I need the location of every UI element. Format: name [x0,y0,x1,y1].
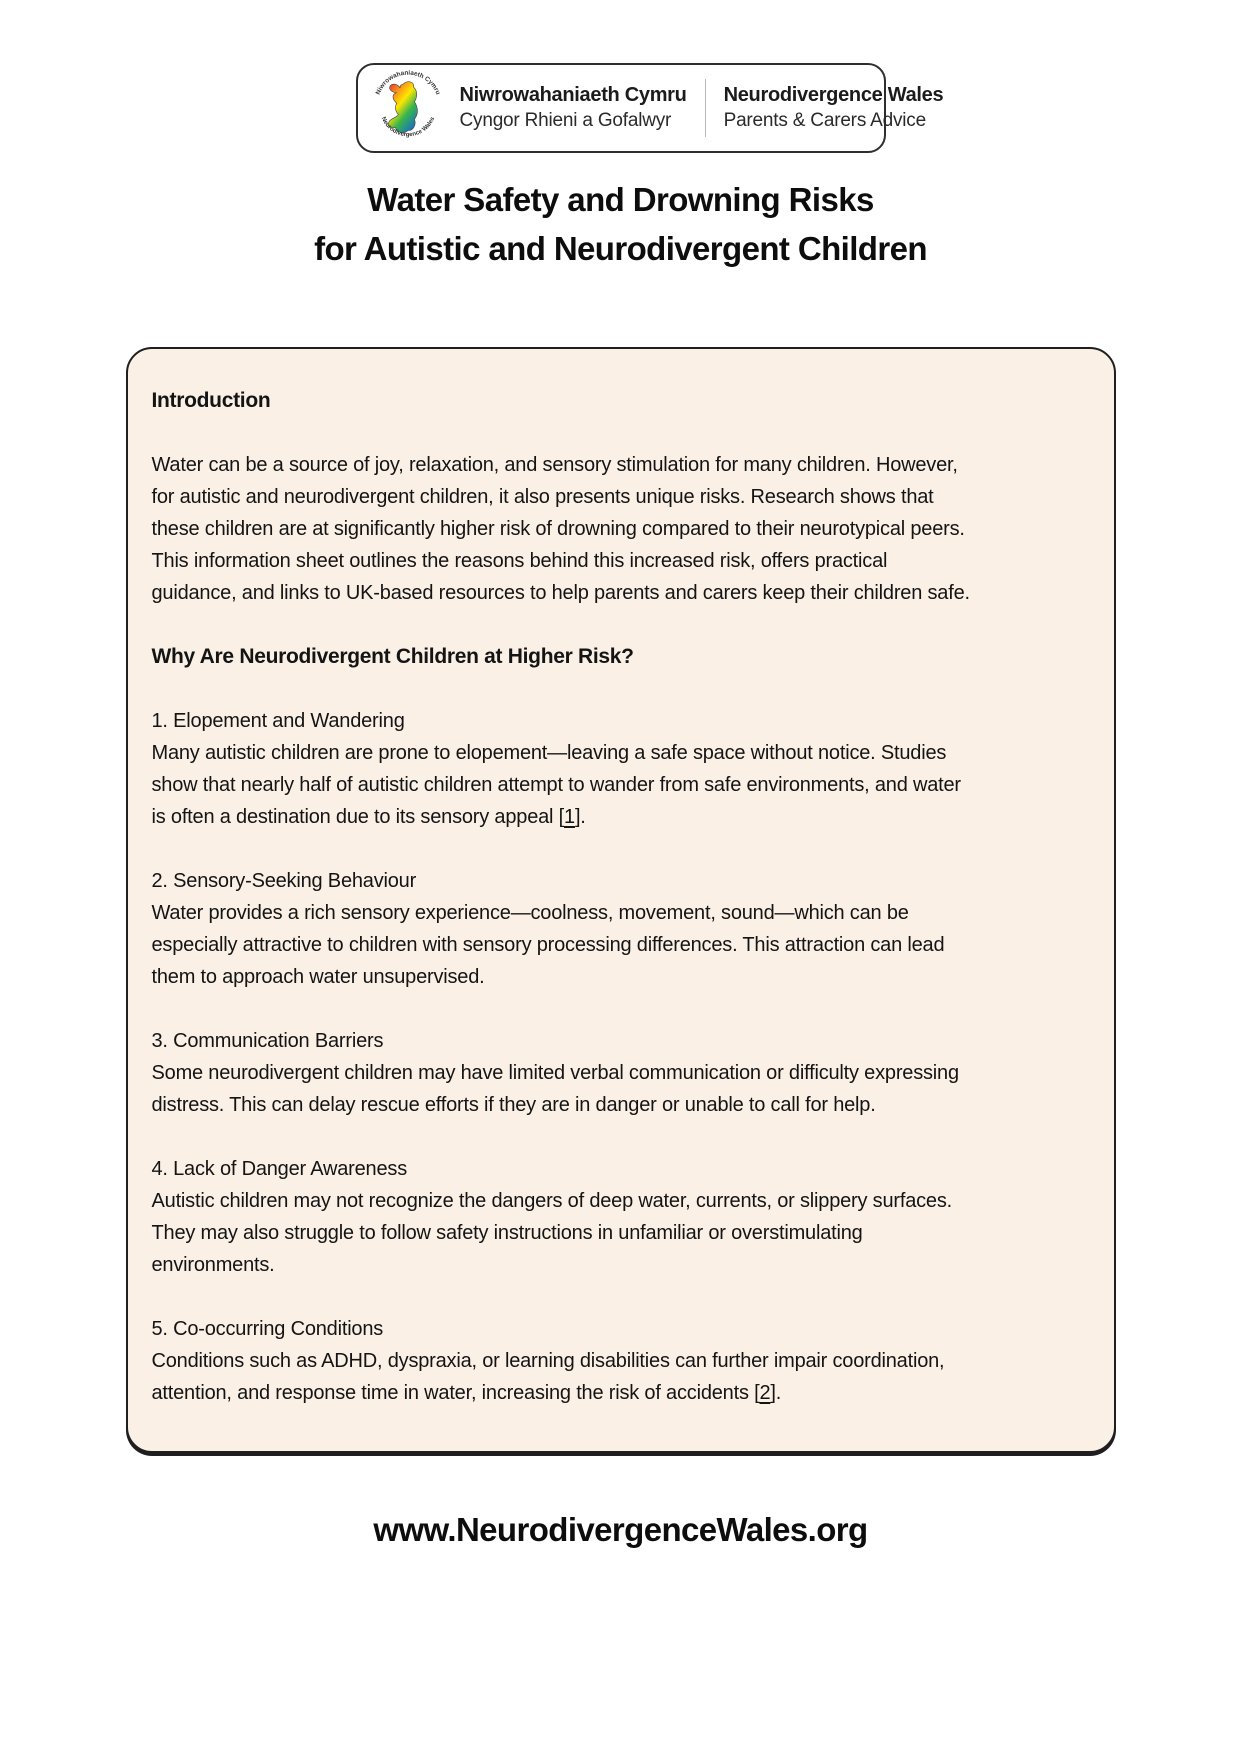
section-elopement [152,705,974,833]
org-logo-box [356,63,944,153]
wales-map-shape [388,82,417,133]
wales-map-icon [368,68,448,148]
section-body [152,1345,974,1409]
section-title: 1. Elopement and Wandering [151,710,405,732]
brand-welsh [460,82,687,134]
wales-rainbow-logo [368,68,448,148]
section-title: 3. Communication Barriers [151,1030,384,1052]
reference-link-2[interactable]: 2 [759,1382,771,1404]
page-title-line1: Water Safety and Drowning Risks [367,181,874,218]
logo-arc-text-top: Niwrowahaniaeth Cymru [374,69,441,96]
section-sensory [152,865,974,993]
section-body [152,897,974,993]
logo-arc-text-bottom: Neurodivergence Wales [379,116,436,139]
section-title: 5. Co-occurring Conditions [151,1318,384,1340]
section-title: 4. Lack of Danger Awareness [151,1158,407,1180]
section-text: Many autistic children are prone to elopement—leaving a safe space without notice. Studies show that nearly half of autistic children attempt to wander from safe environments, and water is often a destination due to its sensory appeal [ [151,742,961,828]
section-text-suffix: ]. [574,806,586,828]
section-communication [152,1025,974,1121]
section-body [152,1185,974,1281]
risks-heading: Why Are Neurodivergent Children at Higher Risk? [151,645,634,668]
brand-welsh-title: Niwrowahaniaeth Cymru [459,84,687,106]
section-danger-awareness [152,1153,974,1281]
section-text-suffix: ]. [770,1382,782,1404]
brand-divider [705,79,706,137]
section-text: Conditions such as ADHD, dyspraxia, or learning disabilities can further impair coordination, attention, and response time in water, increasing the risk of accidents [ [151,1350,945,1404]
page-title-line2: for Autistic and Neurodivergent Children [314,230,927,267]
section-body [152,737,974,833]
section-title: 2. Sensory-Seeking Behaviour [151,870,417,892]
section-text: Autistic children may not recognize the dangers of deep water, currents, or slippery surfaces. They may also struggle to follow safety instructions in unfamiliar or overstimulating environments. [151,1190,952,1276]
intro-paragraph: Water can be a source of joy, relaxation, and sensory stimulation for many children. However, for autistic and neurodivergent children, it also presents unique risks. Research shows that these children are at significantly higher risk of drowning compared to their neurotypical peers. This information sheet outlines the reasons behind this increased risk, offers practical guidance, and links to UK-based resources to help parents and carers keep their children safe. [151,454,970,604]
brand-english [724,82,944,134]
brand-english-title: Neurodivergence Wales [723,84,944,106]
reference-link-1[interactable]: 1 [564,806,575,828]
info-sheet-panel [126,347,1116,1453]
brand-english-subtitle: Parents & Carers Advice [723,110,926,131]
section-text: Some neurodivergent children may have limited verbal communication or difficulty expressing distress. This can delay rescue efforts if they are in danger or unable to call for help. [151,1062,959,1116]
website-url: www.NeurodivergenceWales.org [373,1511,868,1548]
section-text: Water provides a rich sensory experience—coolness, movement, sound—which can be especially attractive to children with sensory processing differences. This attraction can lead them to approach water unsupervised. [151,902,945,988]
brand-welsh-subtitle: Cyngor Rhieni a Gofalwyr [459,110,672,131]
intro-heading: Introduction [151,389,271,412]
section-body [152,1057,974,1121]
section-cooccurring [152,1313,974,1409]
page-title [0,175,1241,273]
